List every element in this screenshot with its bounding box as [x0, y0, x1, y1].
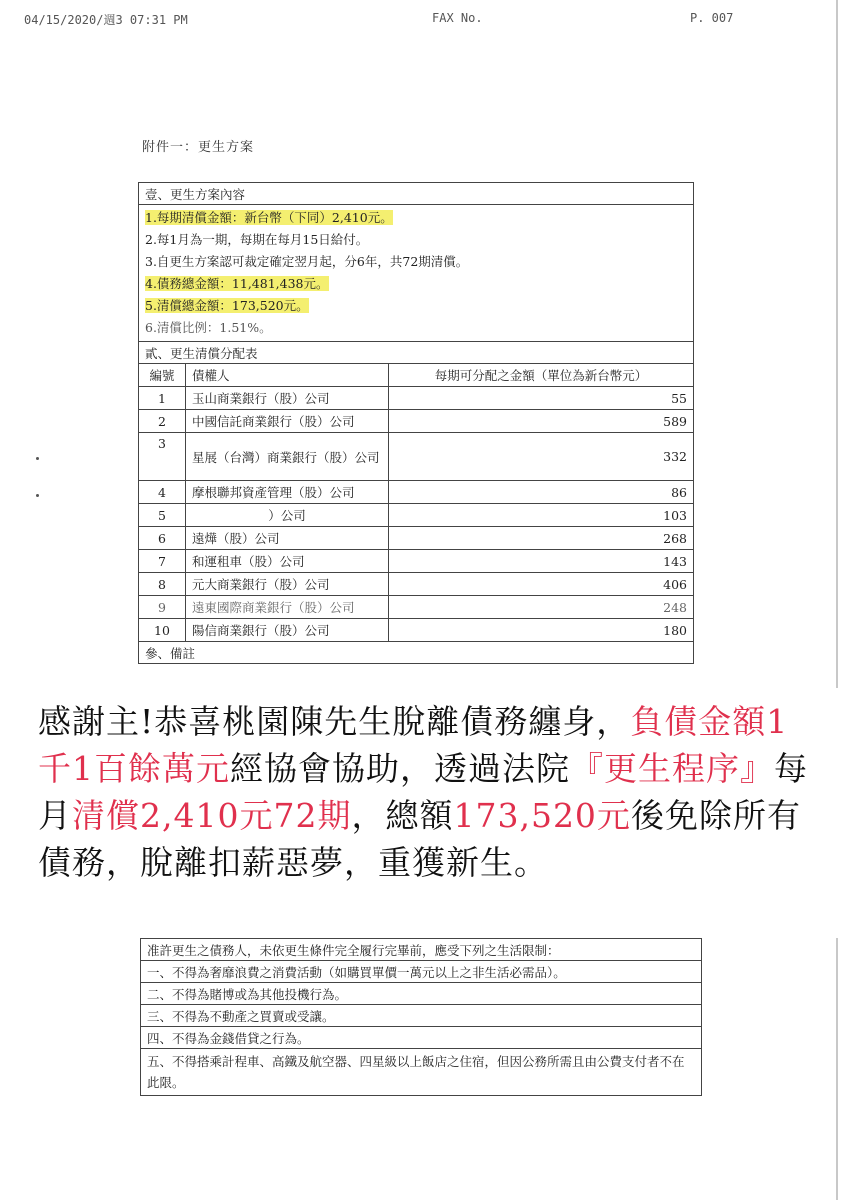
section3-title: 參、備註 — [139, 642, 694, 664]
plan-item: 2.每1月為一期，每期在每月15日給付。 — [145, 232, 369, 247]
banner-text: 每月 — [38, 749, 808, 835]
plan-item: 4.債務總金額：11,481,438元。 — [145, 276, 329, 291]
table-row — [139, 619, 694, 642]
amount: 86 — [389, 481, 694, 504]
testimonial-banner — [0, 688, 848, 938]
limits-table — [140, 938, 702, 1096]
amount: 332 — [389, 433, 694, 481]
creditor-name: 星展（台灣）商業銀行（股）公司 — [186, 433, 389, 481]
row-number: 10 — [139, 619, 186, 642]
section2-title: 貳、更生清償分配表 — [139, 342, 694, 364]
row-number: 8 — [139, 573, 186, 596]
table-row — [139, 573, 694, 596]
fax-page-number: P. 007 — [690, 11, 734, 25]
creditor-name: 元大商業銀行（股）公司 — [186, 573, 389, 596]
banner-text: 後免除所有債務，脫離扣薪惡夢，重獲新生。 — [38, 796, 801, 882]
table-row — [139, 596, 694, 619]
creditor-name: ）公司 — [186, 504, 389, 527]
creditor-name: 摩根聯邦資產管理（股）公司 — [186, 481, 389, 504]
plan-items — [139, 205, 694, 342]
amount: 589 — [389, 410, 694, 433]
row-number: 3 — [139, 433, 186, 481]
amount: 268 — [389, 527, 694, 550]
column-header: 債權人 — [186, 364, 389, 387]
row-number: 1 — [139, 387, 186, 410]
table-row — [139, 481, 694, 504]
limits-intro: 准許更生之債務人，未依更生條件完全履行完畢前，應受下列之生活限制： — [141, 939, 702, 961]
row-number: 4 — [139, 481, 186, 504]
row-number: 2 — [139, 410, 186, 433]
banner-text: 經協會協助，透過法院 — [230, 749, 570, 788]
fax-datetime: 04/15/2020/週3 07:31 PM — [24, 13, 188, 27]
row-number: 6 — [139, 527, 186, 550]
creditor-name: 中國信託商業銀行（股）公司 — [186, 410, 389, 433]
creditor-name: 玉山商業銀行（股）公司 — [186, 387, 389, 410]
table-row — [139, 410, 694, 433]
banner-highlight-debt: 負債金額1千1百餘萬元 — [38, 702, 789, 788]
amount: 180 — [389, 619, 694, 642]
plan-table — [138, 182, 694, 664]
banner-highlight-total: 173,520元 — [453, 796, 631, 835]
banner-highlight-procedure: 『更生程序』 — [570, 749, 774, 788]
creditor-name: 遠東國際商業銀行（股）公司 — [186, 596, 389, 619]
amount: 55 — [389, 387, 694, 410]
limit-item: 二、不得為賭博或為其他投機行為。 — [141, 983, 702, 1005]
table-row — [139, 433, 694, 481]
row-number: 5 — [139, 504, 186, 527]
fax-header — [0, 11, 848, 31]
table-row — [139, 387, 694, 410]
banner-text: 感謝主!恭喜桃園陳先生脫離債務纏身， — [38, 702, 631, 741]
creditor-name: 和運租車（股）公司 — [186, 550, 389, 573]
scan-edge-line — [836, 0, 838, 1200]
banner-text: ，總額 — [351, 796, 454, 835]
row-number: 7 — [139, 550, 186, 573]
scan-speck — [36, 494, 39, 497]
plan-item: 5.清償總金額：173,520元。 — [145, 298, 309, 313]
row-number: 9 — [139, 596, 186, 619]
testimonial-text — [38, 698, 818, 886]
table-header-row — [139, 364, 694, 387]
banner-highlight-payment: 清償2,410元72期 — [72, 796, 352, 835]
section1-title: 壹、更生方案內容 — [139, 183, 694, 205]
column-header: 每期可分配之金額（單位為新台幣元） — [389, 364, 694, 387]
limit-item: 三、不得為不動產之買賣或受讓。 — [141, 1005, 702, 1027]
amount: 143 — [389, 550, 694, 573]
creditor-name: 陽信商業銀行（股）公司 — [186, 619, 389, 642]
table-row — [139, 550, 694, 573]
amount: 406 — [389, 573, 694, 596]
fax-number-label: FAX No. — [432, 11, 483, 25]
limit-item: 一、不得為奢靡浪費之消費活動（如購買單價一萬元以上之非生活必需品）。 — [141, 961, 702, 983]
amount: 248 — [389, 596, 694, 619]
attachment-title: 附件一：更生方案 — [142, 140, 255, 155]
scan-speck — [36, 457, 39, 460]
limit-item: 四、不得為金錢借貸之行為。 — [141, 1027, 702, 1049]
amount: 103 — [389, 504, 694, 527]
table-row — [139, 527, 694, 550]
plan-item: 6.清償比例：1.51%。 — [145, 320, 272, 335]
limit-item: 五、不得搭乘計程車、高鐵及航空器、四星級以上飯店之住宿，但因公務所需且由公費支付者不在此限。 — [141, 1049, 702, 1096]
plan-item: 1.每期清償金額：新台幣（下同）2,410元。 — [145, 210, 393, 225]
column-header: 編號 — [139, 364, 186, 387]
table-row — [139, 504, 694, 527]
plan-item: 3.自更生方案認可裁定確定翌月起，分6年，共72期清償。 — [145, 254, 469, 269]
creditor-name: 遠燁（股）公司 — [186, 527, 389, 550]
